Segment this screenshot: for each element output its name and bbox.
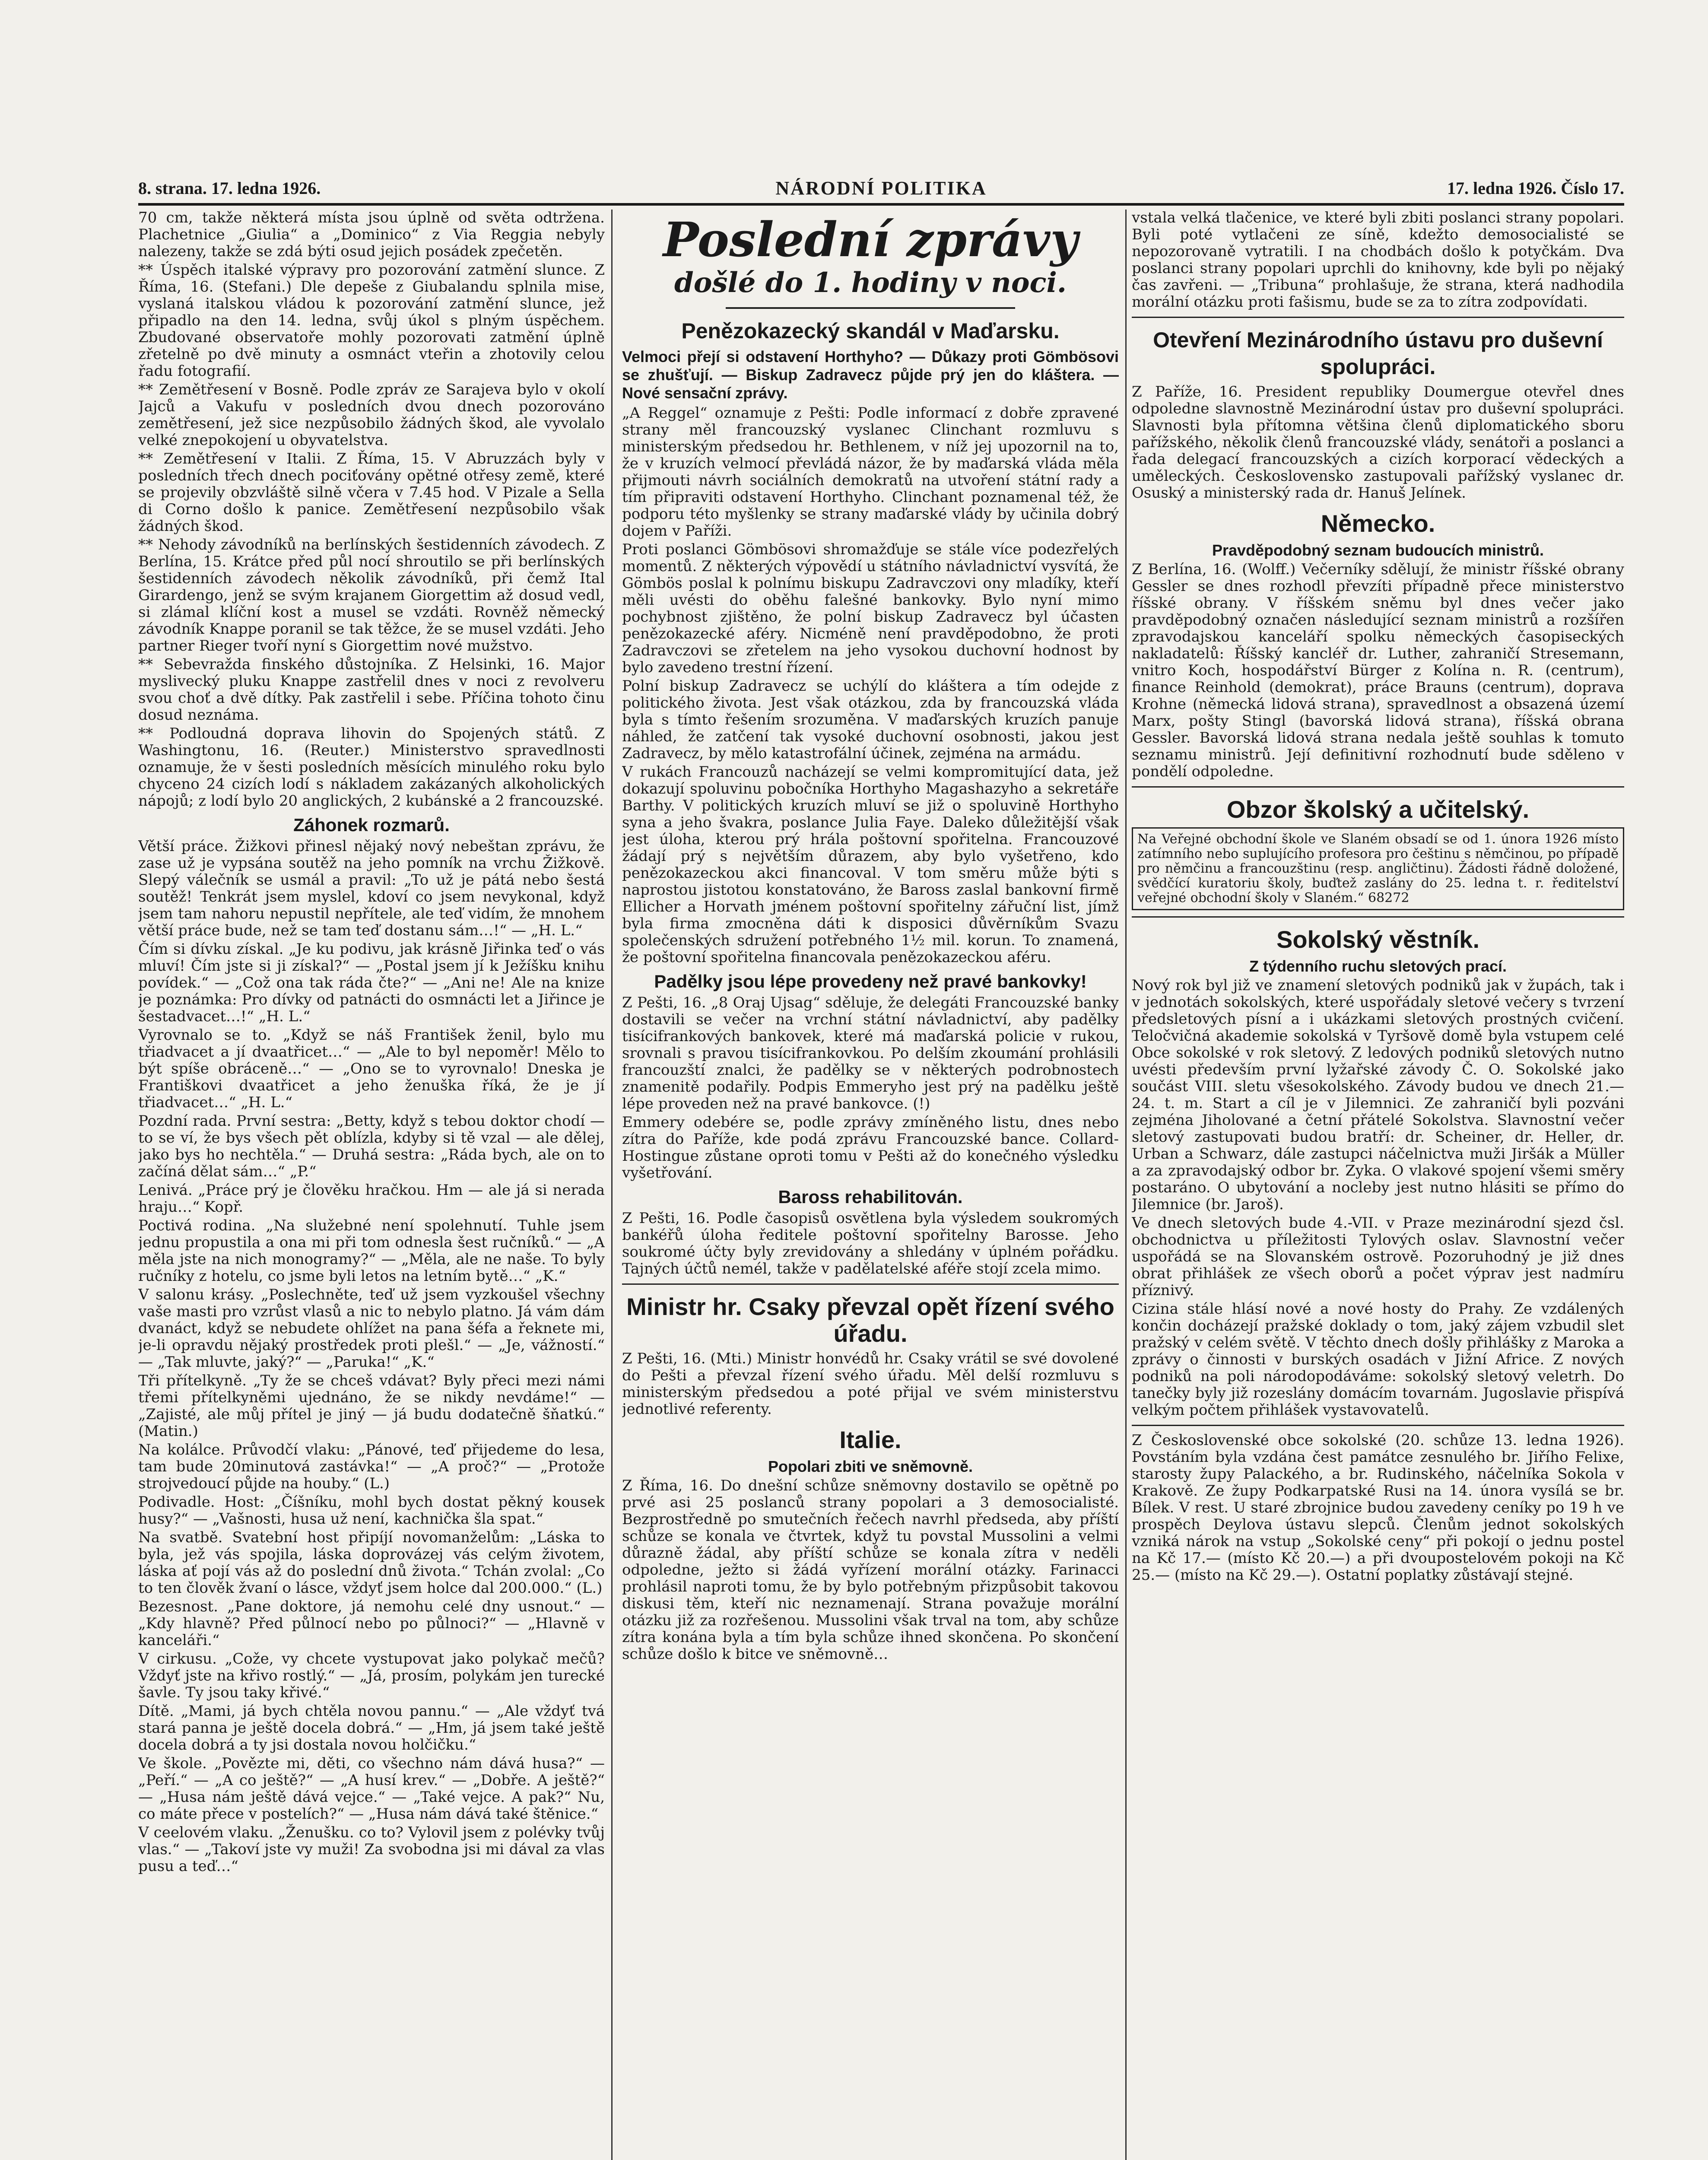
article-paragraph: „A Reggel“ oznamuje z Pešti: Podle informací z dobře zpravené strany měl francouzský vyslanec Clinchant rozmluvu s ministerským předsedou hr. Bethlenem, v níž jej upozornil na to, že v kruzích velmocí převládá názor, že by maďarská vláda měla přijmouti návrh sociálních demokratů na utvoření státní rady a tím připraviti odstavení Horthyho. Clinchant poznamenal též, že podporu této myšlenky se strany maďarské vlády by učinila dobrý dojem v Paříži. — [622, 404, 1119, 540]
header-rule — [138, 203, 1624, 206]
article-paragraph: Cizina stále hlásí nové a nové hosty do Prahy. Ze vzdálených končin docházejí pražské doklady o tom, jaký zájem vzbudil slet pražský v celém světě. V těchto dnech došly přihlášky z Maroka a zprávy o činnosti v burských osadách v Jižní Africe. Z nových podniků na poli národopodáváme: sokolský sletový veletrh. Do tanečky byly již rozeslány domácím tovarnám. Jugoslavie přispívá velkým počtem přihlášek vystavovatelů. — [1132, 1300, 1624, 1419]
joke-paragraph: Větší práce. Žižkovi přinesl nějaký nový nebeštan zprávu, že zase už je vypsána soutěž na jeho pomník na vrchu Žižkově. Slepý válečník se usmál a pravil: „To už je pátá nebo šestá soutěž! Tenkrát jsem myslel, kdoví co jsem nevykonal, když jsem tam nahoru nepustil nepřítele, ale teď vidím, že mnohem větší práce bude, než se tam teď dostanu sám…!“ — „H. L.“ — [138, 838, 605, 939]
article-heading: Ministr hr. Csaky převzal opět řízení svého úřadu. — [626, 1293, 1114, 1347]
joke-paragraph: V ceelovém vlaku. „Ženušku. co to? Vylovil jsem z polévky tvůj vlas.“ — „Takoví jste vy muži! Za svobodna jsi mi dával za vlas pusu a teď…“ — [138, 1824, 605, 1875]
article-paragraph: ** Zemětřesení v Bosně. Podle zpráv ze Sarajeva bylo v okolí Jajců a Vakufu v posledních dvou dnech pozorováno zemětřesení, jež sice nezpůsobilo žádných škod, ale vyvolalo velké znepokojení u obyvatelstva. — [138, 381, 605, 449]
article-paragraph: ** Nehody závodníků na berlínských šestidenních závodech. Z Berlína, 15. Krátce před půl nocí shroutilo se při berlínských šestidenních závodech několik závodníků, při čemž Ital Girardengo, jenž se svým krajanem Giorgettim až dosud vedl, si zlámal klíční kost a musel se vzdáti. Rovněž německý závodník Knappe poranil se tak těžce, že se musel vzdáti. Jeho partner Rieger tvoří nyní s Giorgettim nové mužstvo. — [138, 536, 605, 654]
column-rule — [611, 210, 613, 2160]
article-paragraph: Z Pešti, 16. (Mti.) Ministr honvédů hr. Csaky vrátil se své dovolené do Pešti a převzal řízení svého úřadu. Měl delší rozmluvu s ministerským předsedou a poté přijal ve svém ministerstvu jednotlivé referenty. — [622, 1350, 1119, 1418]
latest-news-masthead — [622, 214, 1119, 300]
article-paragraph: Proti poslanci Gömbösovi shromažďuje se stále více podezřelých momentů. Z některých výpovědí u státního návladnictví vysvítá, že Gömbös poslal k polnímu biskupu Zadravczovi ony mladíky, kteří měli uvésti do oběhu falešné bankovky. Bylo nyní mimo pochybnost zjištěno, že polní biskup Zadravecz byl účasten penězokazecké aféry. Nicméně není pravděpodobno, že proti Zadravczovi se zřetelem na jeho vysokou duchovní hodnost by bylo zavedeno trestní řízení. — [622, 541, 1119, 676]
article-paragraph: vstala velká tlačenice, ve které byli zbiti poslanci strany popolari. Byli poté vytlačeni ze síně, kdežto demosocialisté se nepozorovaně vytratili. I na chodbách došlo k potyčkám. Dva poslanci strany popolari uprchli do knihovny, kde byli po nějaký čas zavřeni. — „Tribuna“ prohlašuje, že strana, která nadhodila morální otázku proti fašismu, bude se za to zítra zodpovídati. — [1132, 210, 1624, 311]
article-paragraph: Z Pešti, 16. Podle časopisů osvětlena byla výsledem soukromých bankéřů úloha ředitele poštovní spořitelny Barosse. Jeho soukromé účty byly zrevidovány a shledány v úplném pořádku. Tajných účtů nemél, takže v padělatelské aféře stojí zcela mimo. — [622, 1210, 1119, 1277]
column-2 — [622, 210, 1119, 2160]
article-heading: Obzor školský a učitelský. — [1226, 796, 1530, 823]
column-3 — [1132, 210, 1624, 2160]
article-paragraph: ** Úspěch italské výpravy pro pozorování zatmění slunce. Z Říma, 16. (Stefani.) Dle depeše z Giubalandu splnila mise, vyslaná italskou vládou k pozorování zatmění slunce, jež připadlo na den 14. ledna, svůj úkol s plným úspěchem. Zbudované observatoře mohly pozorovati zatmění úplně zřetelně po dvě minuty a osmnáct vteřin a zhotovily celou řadu fotografií. — [138, 261, 605, 380]
article-subheading: Popolari zbiti ve sněmovně. — [768, 1458, 973, 1475]
article-heading: Sokolský věstník. — [1276, 926, 1479, 953]
divider — [622, 1283, 1119, 1285]
article-heading: Italie. — [839, 1426, 902, 1453]
joke-paragraph: Lenivá. „Práce prý je člověku hračkou. Hm — ale já si nerada hraju…“ Kopř. — [138, 1182, 605, 1216]
joke-paragraph: Dítě. „Mami, já bych chtěla novou pannu.“ — „Ale vždyť tvá stará panna je ještě docela dobrá.“ — „Hm, já jsem také ještě docela dobrá a ty jsi dostala novou holčičku.“ — [138, 1703, 605, 1753]
divider — [1132, 1425, 1624, 1426]
joke-paragraph: Na kolálce. Průvodčí vlaku: „Pánové, teď přijedeme do lesa, tam bude 20minutová zastávka!“ — „A proč?“ — „Protože strojvedoucí půjde na houby.“ (L.) — [138, 1441, 605, 1492]
article-subheading: Z týdenního ruchu sletových prací. — [1249, 957, 1507, 975]
article-subheading: Pravděpodobný seznam budoucích ministrů. — [1212, 541, 1544, 559]
header-page-date: 8. strana. 17. ledna 1926. — [138, 178, 321, 198]
article-paragraph: 70 cm, takže některá místa jsou úplně od světa odtržena. Plachetnice „Giulia“ a „Dominico“ z Via Reggia nebyly nalezeny, takže se zdá býti osud jejich posádek zpečetěn. — [138, 210, 605, 260]
article-paragraph: Z Berlína, 16. (Wolff.) Večerníky sdělují, že ministr říšské obrany Gessler se dnes rozhodl převzíti případně přece ministerstvo říšské obrany. V říšském sněmu byl dnes večer jako pravděpodobný označen následující seznam ministrů a rozšířen zpravodajskou kanceláří spolku německých časopiseckých nakladatelů: Říšský kancléř dr. Luther, zahraničí Stresemann, vnitro Koch, hospodářství Bürger z Kolína n. R. (centrum), finance Reinhold (demokrat), práce Brauns (centrum), doprava Krohne (německá lidová strana), spravedlnost a obsazená území Marx, pošty Stingl (bavorská lidová strana), říšská obrana Gessler. Bavorská lidová strana nedala ještě souhlas k tomuto seznamu ministrů. Její definitivní rozhodnutí bude sděleno v pondělí odpoledne. — [1132, 561, 1624, 780]
article-heading: Penězokazecký skandál v Maďarsku. — [681, 319, 1060, 343]
joke-paragraph: V salonu krásy. „Poslechněte, teď už jsem vyzkoušel všechny vaše masti pro vzrůst vlasů a nic to nebylo platno. Já vám dám dvanáct, když se nebudete ohlížet na pana šéfa a řeknete mi, je-li opravdu nějaký prostředek proti plešl.“ — „Je, vážností.“ — „Tak mluvte, jaký?“ — „Paruka!“ „K.“ — [138, 1286, 605, 1371]
article-heading: Německo. — [1321, 510, 1435, 537]
joke-paragraph: Ve škole. „Povězte mi, děti, co všechno nám dává husa?“ — „Peří.“ — „A co ještě?“ — „A husí krev.“ — „Dobře. A ještě?“ — „Husa nám ještě dává vejce.“ — „Také vejce. A pak?“ Nu, co máte přece v postelích?“ — „Husa nám dává také štěnice.“ — [138, 1755, 605, 1823]
article-paragraph: V rukách Francouzů nacházejí se velmi kompromitující data, jež dokazují spoluvinu pobočníka Horthyho Magashazyho a sekretáře Barthy. V politických kruzích mluví se již o spoluvině Horthyho syna a jeho švakra, poslance Julia Faye. Daleko důležitější však jest úloha, kterou prý hrála poštovní spořitelna. Francouzové žádají prý s největším důrazem, aby bylo vyšetřeno, kdo penězokazeckou akci financoval. V tom směru může býti s naprostou jistotou konstatováno, že Baross zaslal bankovní firmě Ellicher a Horvath jménem poštovní spořitelny zářuční list, jímž byla firma zmocněna dáti k disposici důvěrníkům Svazu společenských sdružení potřebného 1½ mil. korun. To znamená, že poštovní spořitelna financovala penězokazeckou aféru. — [622, 763, 1119, 966]
header-issue: 17. ledna 1926. Číslo 17. — [1447, 178, 1624, 198]
article-dek: Velmoci přejí si odstavení Horthyho? — Důkazy proti Gömbösovi se zhušťují. — Biskup Zadravecz půjde prý jen do kláštera. — Nové sensační zprávy. — [622, 348, 1119, 402]
section-heading: Záhonek rozmarů. — [293, 815, 450, 835]
article-paragraph: Emmery odebére se, podle zprávy zmíněného listu, dnes nebo zítra do Paříže, kde podá zprávu Francouzské bance. Collard-Hostingue zůstane oproti tomu v Pešti až do konečného výsledku vyšetřování. — [622, 1114, 1119, 1182]
column-rule — [1125, 210, 1127, 2160]
header-title: NÁRODNÍ POLITIKA — [775, 177, 987, 199]
article-heading: Baross rehabilitován. — [778, 1187, 963, 1207]
divider — [726, 307, 1015, 309]
article-paragraph: Ve dnech sletových bude 4.-VII. v Praze mezinárodní sjezd čsl. obchodnictva u příležitosti Tylových oslav. Slavnostní večer uspořádá se na Slovanském ostrově. Pozoruhodný je již dnes obrat přihlášek ze všech oborů a počet výprav jest nadmíru příznivý. — [1132, 1214, 1624, 1299]
article-paragraph: ** Podloudná doprava lihovin do Spojených států. Z Washingtonu, 16. (Reuter.) Ministerstvo spravedlnosti oznamuje, že v šesti posledních měsících minulého roku bylo chyceno 24 cizích lodí s nákladem zakázaných alkoholických nápojů; z lodí bylo 20 anglických, 2 kubánské a 2 francouzské. — [138, 725, 605, 810]
joke-paragraph: Čím si dívku získal. „Je ku podivu, jak krásně Jiřinka teď o vás mluví! Čím jste si ji získal?“ — „Postal jsem jí k Ježíšku knihu povídek.“ — „Což ona tak ráda čte?“ — „Ani ne! Ale na knize je poznámka: Pro dívky od patnácti do osmnácti let a Jiřince je šestadvacet…!“ „H. L.“ — [138, 940, 605, 1025]
article-paragraph: Z Pešti, 16. „8 Oraj Ujsag“ sděluje, že delegáti Francouzské banky dostavili se večer na vrchní státní návladnictví, aby padělky tisícifrankových bankovek, které má maďarská policie v rukou, srovnali s pravou tisícifrankovkou. Po delším zkoumání prohlásili francouzští znalci, že padělky se v některých podrobnostech znamenitě podařily. Podpis Emmeryho jest prý na padělku ještě lépe proveden než na pravé bankovce. (!) — [622, 994, 1119, 1112]
article-paragraph: Z Říma, 16. Do dnešní schůze sněmovny dostavilo se opětně po prvé asi 25 poslanců strany popolari a 3 demosocialisté. Bezprostředně po smutečních řečech navrhl předseda, aby příští schůze se konala ve čtvrtek, když tu povstal Mussolini a velmi důrazně žádal, aby příští schůze se konala zítra v neděli odpoledne, ježto si žádá vyřízení morální otázky. Farinacci prohlásil naproti tomu, že by bylo potřebným přizpůsobit takovou diskusi těm, kteří nic neznamenají. Strana považuje morální otázku již za rozřešenou. Mussolini však trval na tom, aby schůze zítra konána byla a tím byla schůze ihned skončena. Po skončení schůze došlo k bitce ve sněmovně… — [622, 1477, 1119, 1663]
article-paragraph: Polní biskup Zadravecz se uchýlí do kláštera a tím odejde z politického života. Jest však otázkou, zda by francouzská vláda byla s tímto řešením srozuměna. V maďarských kruzích panuje náhled, že zatčení tak vysoké duchovní osobnosti, jakou jest Zadravecz, by mělo katastrofální účinek, zejména na armádu. — [622, 677, 1119, 762]
ad-text: Na Veřejné obchodní škole ve Slaném obsadí se od 1. února 1926 místo zatímního nebo suplujícího profesora pro češtinu s němčinou, po případě pro němčinu a francouzštinu (resp. angličtinu). Žádosti řádně doložené, svědčící kuratoriu školy, buďtež zaslány do 25. ledna t. r. ředitelství veřejné obchodní školy v Slaném.“ 68272 — [1137, 832, 1619, 905]
column-1 — [138, 210, 605, 2160]
article-paragraph: ** Zemětřesení v Italii. Z Říma, 15. V Abruzzách byly v posledních třech dnech pociťovány opětné otřesy země, které se projevily obzvláště silně včera v 7.45 hod. V Pizale a Sella di Corno došlo k panice. Zemětřesení nezpůsobilo však žádných škod. — [138, 450, 605, 535]
joke-paragraph: Tři přítelkyně. „Ty že se chceš vdávat? Byly přeci mezi námi třemi přítelkyněmi ujednáno, že se nikdy nevdáme!“ — „Zajisté, ale můj přítel je jiný — já budu dodatečně šňatkú.“ (Matin.) — [138, 1372, 605, 1440]
article-paragraph: Z Československé obce sokolské (20. schůze 13. ledna 1926). Povstáním byla vzdána čest památce zesnulého br. Jiřího Felixe, starosty župy Palackého, a br. Rudinského, náčelníka Sokola v Krakově. Ze župy Podkarpatské Rusi na 14. února vysílá se br. Bílek. V rest. U staré zbrojnice budou zavedeny ceníky po 19 h ve prospěch Deylova ústavu slepců. Členům jednot sokolských vzniká nárok na vstup „Sokolské ceny“ při pokojí o jednu postel na Kč 17.— (místo Kč 20.—) a při dvoupostelovém pokoji na Kč 25.— (místo na Kč 29.—). Ostatní poplatky zůstávají stejné. — [1132, 1432, 1624, 1584]
divider — [1132, 916, 1624, 918]
page-header — [138, 173, 1624, 203]
article-paragraph: Z Paříže, 16. President republiky Doumergue otevřel dnes odpoledne slavnostně Mezinárodní ústav pro duševní spolupráci. Slavnosti byla přítomna většina členů diplomatického sboru pařížského, několik členů francouzské vlády, senátoři a poslanci a řada delegací francouzských a cizích korporací vědeckých a uměleckých. Československo zastupovali pařížský vyslanec dr. Osuský a ministerský rada dr. Hanuš Jelínek. — [1132, 383, 1624, 502]
article-paragraph: Nový rok byl již ve znamení sletových podniků jak v župách, tak i v jednotách sokolských, které uspořádaly sletové večery s tvrzení předsletových písní a i ukázkami sletových prostných cvičení. Teločvičná akademie sokolská v Tyršově domě byla vstupem celé Obce sokolské v rok sletový. Z ledových podniků sletových nutno uvésti především první lyžařské závody Č. O. Sokolské jako součást VIII. sletu všesokolského. Závody budou ve dnech 21.—24. t. m. Start a cíl je v Jilemnici. Ze zahraničí byli pozváni zejména Jiholované a četní přátelé Sokolstva. Slavnostní večer sletový zastupovati budou bratří: dr. Scheiner, dr. Heller, dr. Urban a Schwarz, dále zastupci náčelnictva muži Jiršák a Müller a za zpravodajský odbor br. Zyka. O vlakové spojení všemi směry postaráno. O ubytování a nocleby jest nutno hlásiti se přímo do Jilemnice (br. Jaroš). — [1132, 977, 1624, 1213]
joke-paragraph: V cirkusu. „Cože, vy chcete vystupovat jako polykač mečů? Vždyť jste na křivo rostlý.“ — „Já, prosím, polykám jen turecké šavle. Ty jsou taky křivé.“ — [138, 1650, 605, 1701]
divider — [1132, 786, 1624, 788]
masthead-title: Poslední zprávy — [663, 212, 1078, 267]
masthead-subtitle: došlé do 1. hodiny v noci. — [674, 267, 1067, 299]
article-heading: Padělky jsou lépe provedeny než pravé bankovky! — [654, 971, 1087, 991]
article-heading: Otevření Mezinárodního ústavu pro duševní spolupráci. — [1153, 328, 1603, 379]
classified-ad — [1132, 827, 1624, 910]
joke-paragraph: Poctivá rodina. „Na služebné není spolehnutí. Tuhle jsem jednu propustila a ona mi při tom odnesla šest ručníků.“ — „A měla jste na nich monogramy?“ — „Měla, ale ne naše. To byly ručníky z hotelu, co jsme byli letos na letním bytě…“ „K.“ — [138, 1217, 605, 1285]
joke-paragraph: Na svatbě. Svatební host připíjí novomanželům: „Láska to byla, jež vás spojila, láska doprovázej vás celým životem, láska ať pojí vás až do poslední dnů života.“ Tchán zvolal: „Co to ten člověk žvaní o lásce, vždyť jsem holce dal 200.000.“ (L.) — [138, 1529, 605, 1597]
joke-paragraph: Podivadle. Host: „Číšníku, mohl bych dostat pěkný kousek husy?“ — „Vašnosti, husa už není, kachnička šla spat.“ — [138, 1493, 605, 1528]
joke-paragraph: Bezesnost. „Pane doktore, já nemohu celé dny usnout.“ — „Kdy hlavně? Před půlnocí nebo po půlnoci?“ — „Hlavně v kanceláři.“ — [138, 1598, 605, 1649]
joke-paragraph: Pozdní rada. První sestra: „Betty, když s tebou doktor chodí — to se ví, že bys všech pět oblízla, kdyby si tě vzal — ale dělej, jako bys ho nechtěla.“ — Druhá sestra: „Ráda bych, ale on to začíná dělat sám…“ „P.“ — [138, 1112, 605, 1180]
divider — [1132, 317, 1624, 318]
joke-paragraph: Vyrovnalo se to. „Když se náš František ženil, bylo mu třiadvacet a jí dvaatřicet…“ — „Ale to byl nepoměr! Mělo to být spíše obráceně…“ — „Ono se to vyrovnalo! Dneska je Františkovi dvaatřicet a jeho ženuška říká, že je jí třiadvacet…“ „H. L.“ — [138, 1026, 605, 1111]
article-paragraph: ** Sebevražda finského důstojníka. Z Helsinki, 16. Major myslivecký pluku Knappe zastřelil dnes v noci z revolveru svou choť a dvě dítky. Pak zastřelil i sebe. Příčina tohoto činu dosud neznáma. — [138, 656, 605, 724]
